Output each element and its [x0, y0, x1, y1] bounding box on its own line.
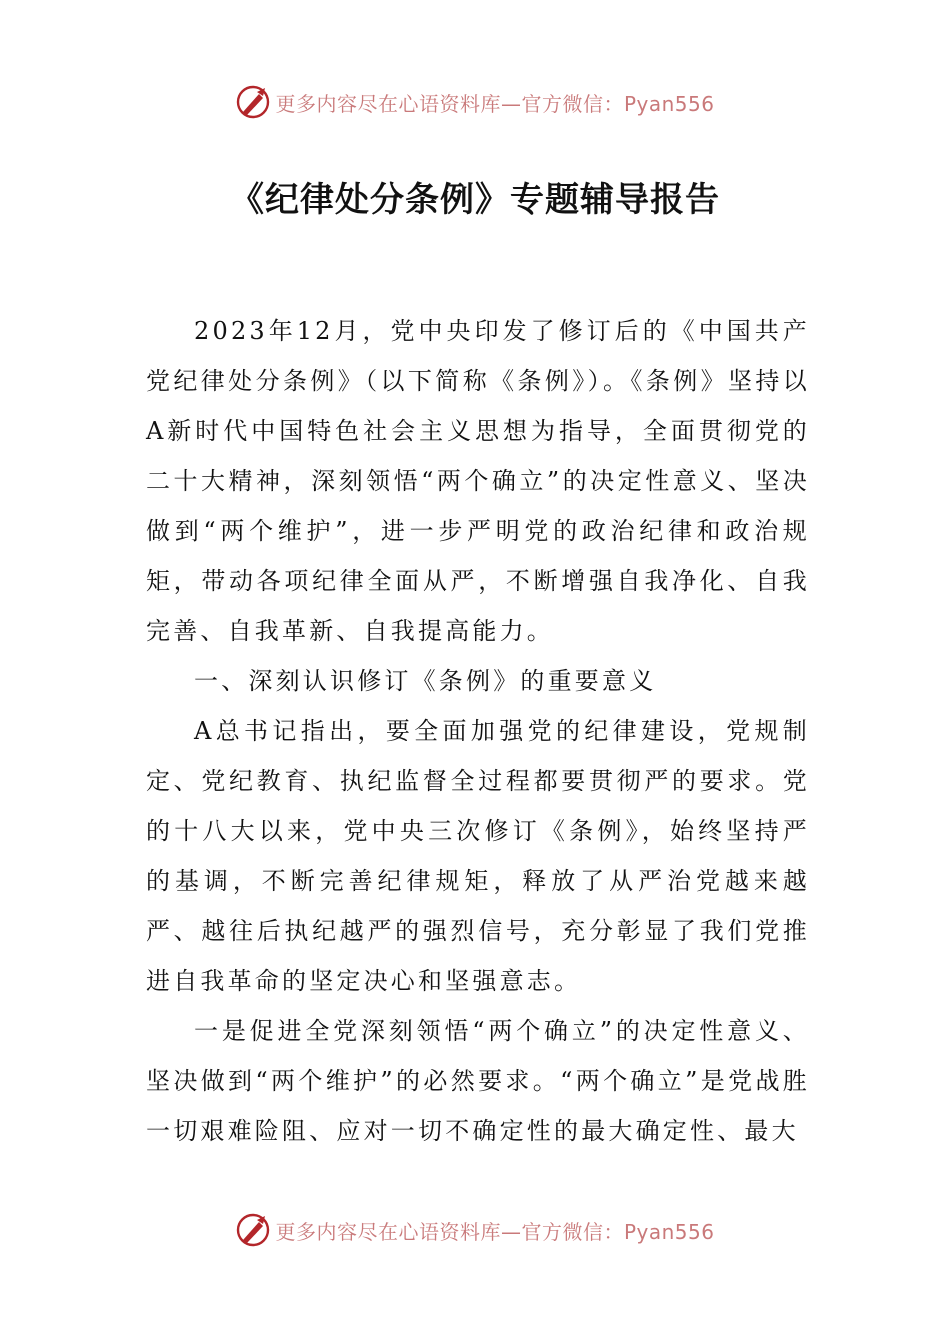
- footer-banner-text: 更多内容尽在心语资料库—官方微信：Pyan556: [275, 1219, 715, 1244]
- paragraph: 2023年12月，党中央印发了修订后的《中国共产党纪律处分条例》（以下简称《条例》）。《条例》坚持以A新时代中国特色社会主义思想为指导，全面贯彻党的二十大精神，深刻领悟“两个确立”的决定性意义、坚决做到“两个维护”，进一步严明党的政治纪律和政治规矩，带动各项纪律全面从严，不断增强自我净化、自我完善、自我革新、自我提高能力。: [146, 317, 810, 645]
- pen-logo-icon: [235, 1212, 271, 1248]
- section-heading: 一、深刻认识修订《条例》的重要意义: [194, 667, 657, 695]
- header-banner-text: 更多内容尽在心语资料库—官方微信：Pyan556: [275, 91, 715, 116]
- footer-banner: [0, 1208, 950, 1252]
- paragraph: 一是促进全党深刻领悟“两个确立”的决定性意义、坚决做到“两个维护”的必然要求。“两个确立”是党战胜一切艰难险阻、应对一切不确定性的最大确定性、最大: [146, 1017, 810, 1145]
- paragraph: A总书记指出，要全面加强党的纪律建设，党规制定、党纪教育、执纪监督全过程都要贯彻严的要求。党的十八大以来，党中央三次修订《条例》，始终坚持严的基调，不断完善纪律规矩，释放了从严治党越来越严、越往后执纪越严的强烈信号，充分彰显了我们党推进自我革命的坚定决心和坚强意志。: [146, 717, 810, 995]
- header-banner: [0, 80, 950, 124]
- pen-logo-icon: [235, 84, 271, 120]
- document-title: 《纪律处分条例》专题辅导报告: [230, 180, 720, 220]
- document-body: [146, 306, 810, 1156]
